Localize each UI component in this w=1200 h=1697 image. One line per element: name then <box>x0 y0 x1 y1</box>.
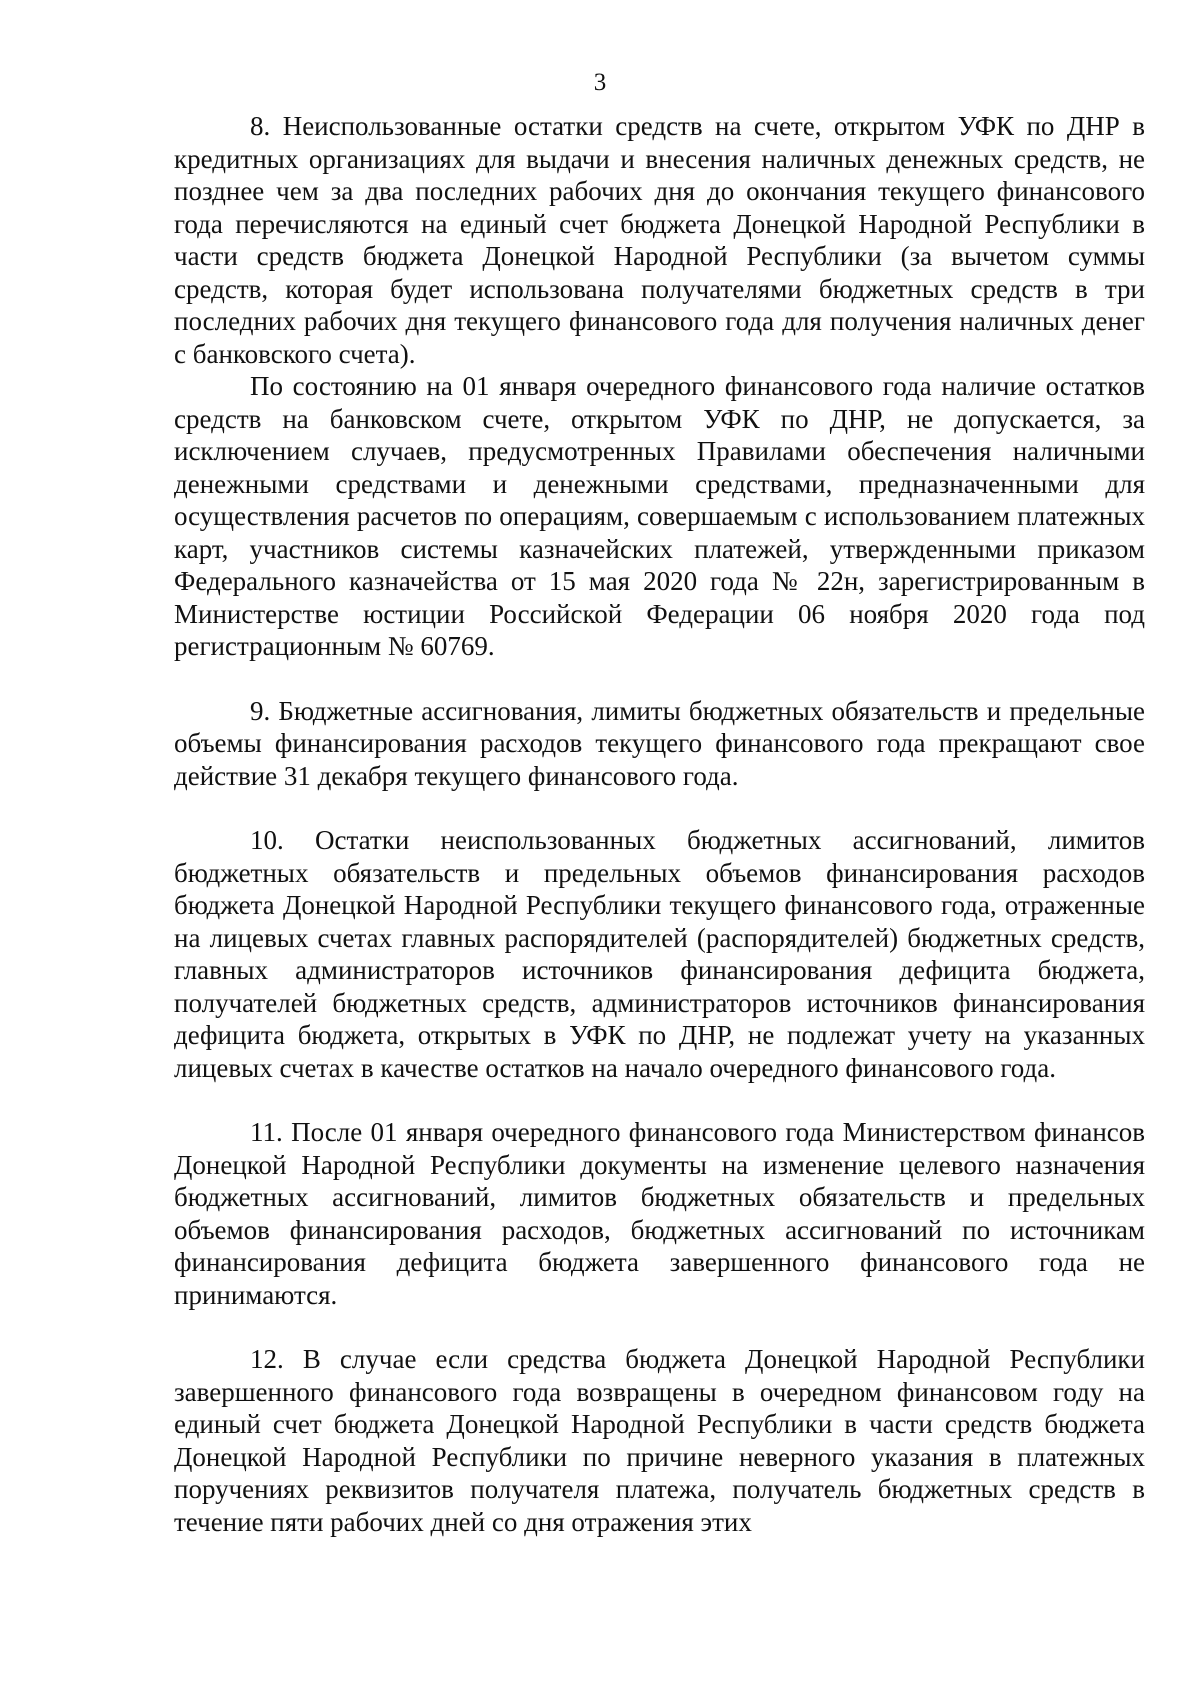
paragraph-10: 10. Остатки неиспользованных бюджетных ассигнований, лимитов бюджетных обязательств и предельных объемов финансирования расходов бюджета Донецкой Народной Республики текущего финансового года, отраженные на лицевых счетах главных распорядителей (распорядителей) бюджетных средств, главных администраторов источников финансирования дефицита бюджета, получателей бюджетных средств, администраторов источников финансирования дефицита бюджета, открытых в УФК по ДНР, не подлежат учету на указанных лицевых счетах в качестве остатков на начало очередного финансового года. <box>174 825 1145 1083</box>
paragraph-12: 12. В случае если средства бюджета Донецкой Народной Республики завершенного финансового года возвращены в очередном финансовом году на единый счет бюджета Донецкой Народной Республики в части средств бюджета Донецкой Народной Республики по причине неверного указания в платежных поручениях реквизитов получателя платежа, получатель бюджетных средств в течение пяти рабочих дней со дня отражения этих <box>174 1344 1145 1537</box>
paragraph-8-continuation: По состоянию на 01 января очередного финансового года наличие остатков средств на банковском счете, открытом УФК по ДНР, не допускается, за исключением случаев, предусмотренных Правилами обеспечения наличными денежными средствами и денежными средствами, предназначенными для осуществления расчетов по операциям, совершаемым с использованием платежных карт, участников системы казначейских платежей, утвержденными приказом Федерального казначейства от 15 мая 2020 года № 22н, зарегистрированным в Министерстве юстиции Российской Федерации 06 ноября 2020 года под регистрационным № 60769. <box>174 371 1145 661</box>
paragraph-8: 8. Неиспользованные остатки средств на счете, открытом УФК по ДНР в кредитных организациях для выдачи и внесения наличных денежных средств, не позднее чем за два последних рабочих дня до окончания текущего финансового года перечисляются на единый счет бюджета Донецкой Народной Республики в части средств бюджета Донецкой Народной Республики (за вычетом суммы средств, которая будет использована получателями бюджетных средств в три последних рабочих дня текущего финансового года для получения наличных денег с банковского счета). <box>174 111 1145 369</box>
page-number: 3 <box>593 69 607 96</box>
paragraph-11: 11. После 01 января очередного финансового года Министерством финансов Донецкой Народной Республики документы на изменение целевого назначения бюджетных ассигнований, лимитов бюджетных обязательств и предельных объемов финансирования расходов, бюджетных ассигнований по источникам финансирования дефицита бюджета завершенного финансового года не принимаются. <box>174 1117 1145 1310</box>
document-body <box>174 110 1145 1538</box>
paragraph-9: 9. Бюджетные ассигнования, лимиты бюджетных обязательств и предельные объемы финансирования расходов текущего финансового года прекращают свое действие 31 декабря текущего финансового года. <box>174 695 1145 791</box>
